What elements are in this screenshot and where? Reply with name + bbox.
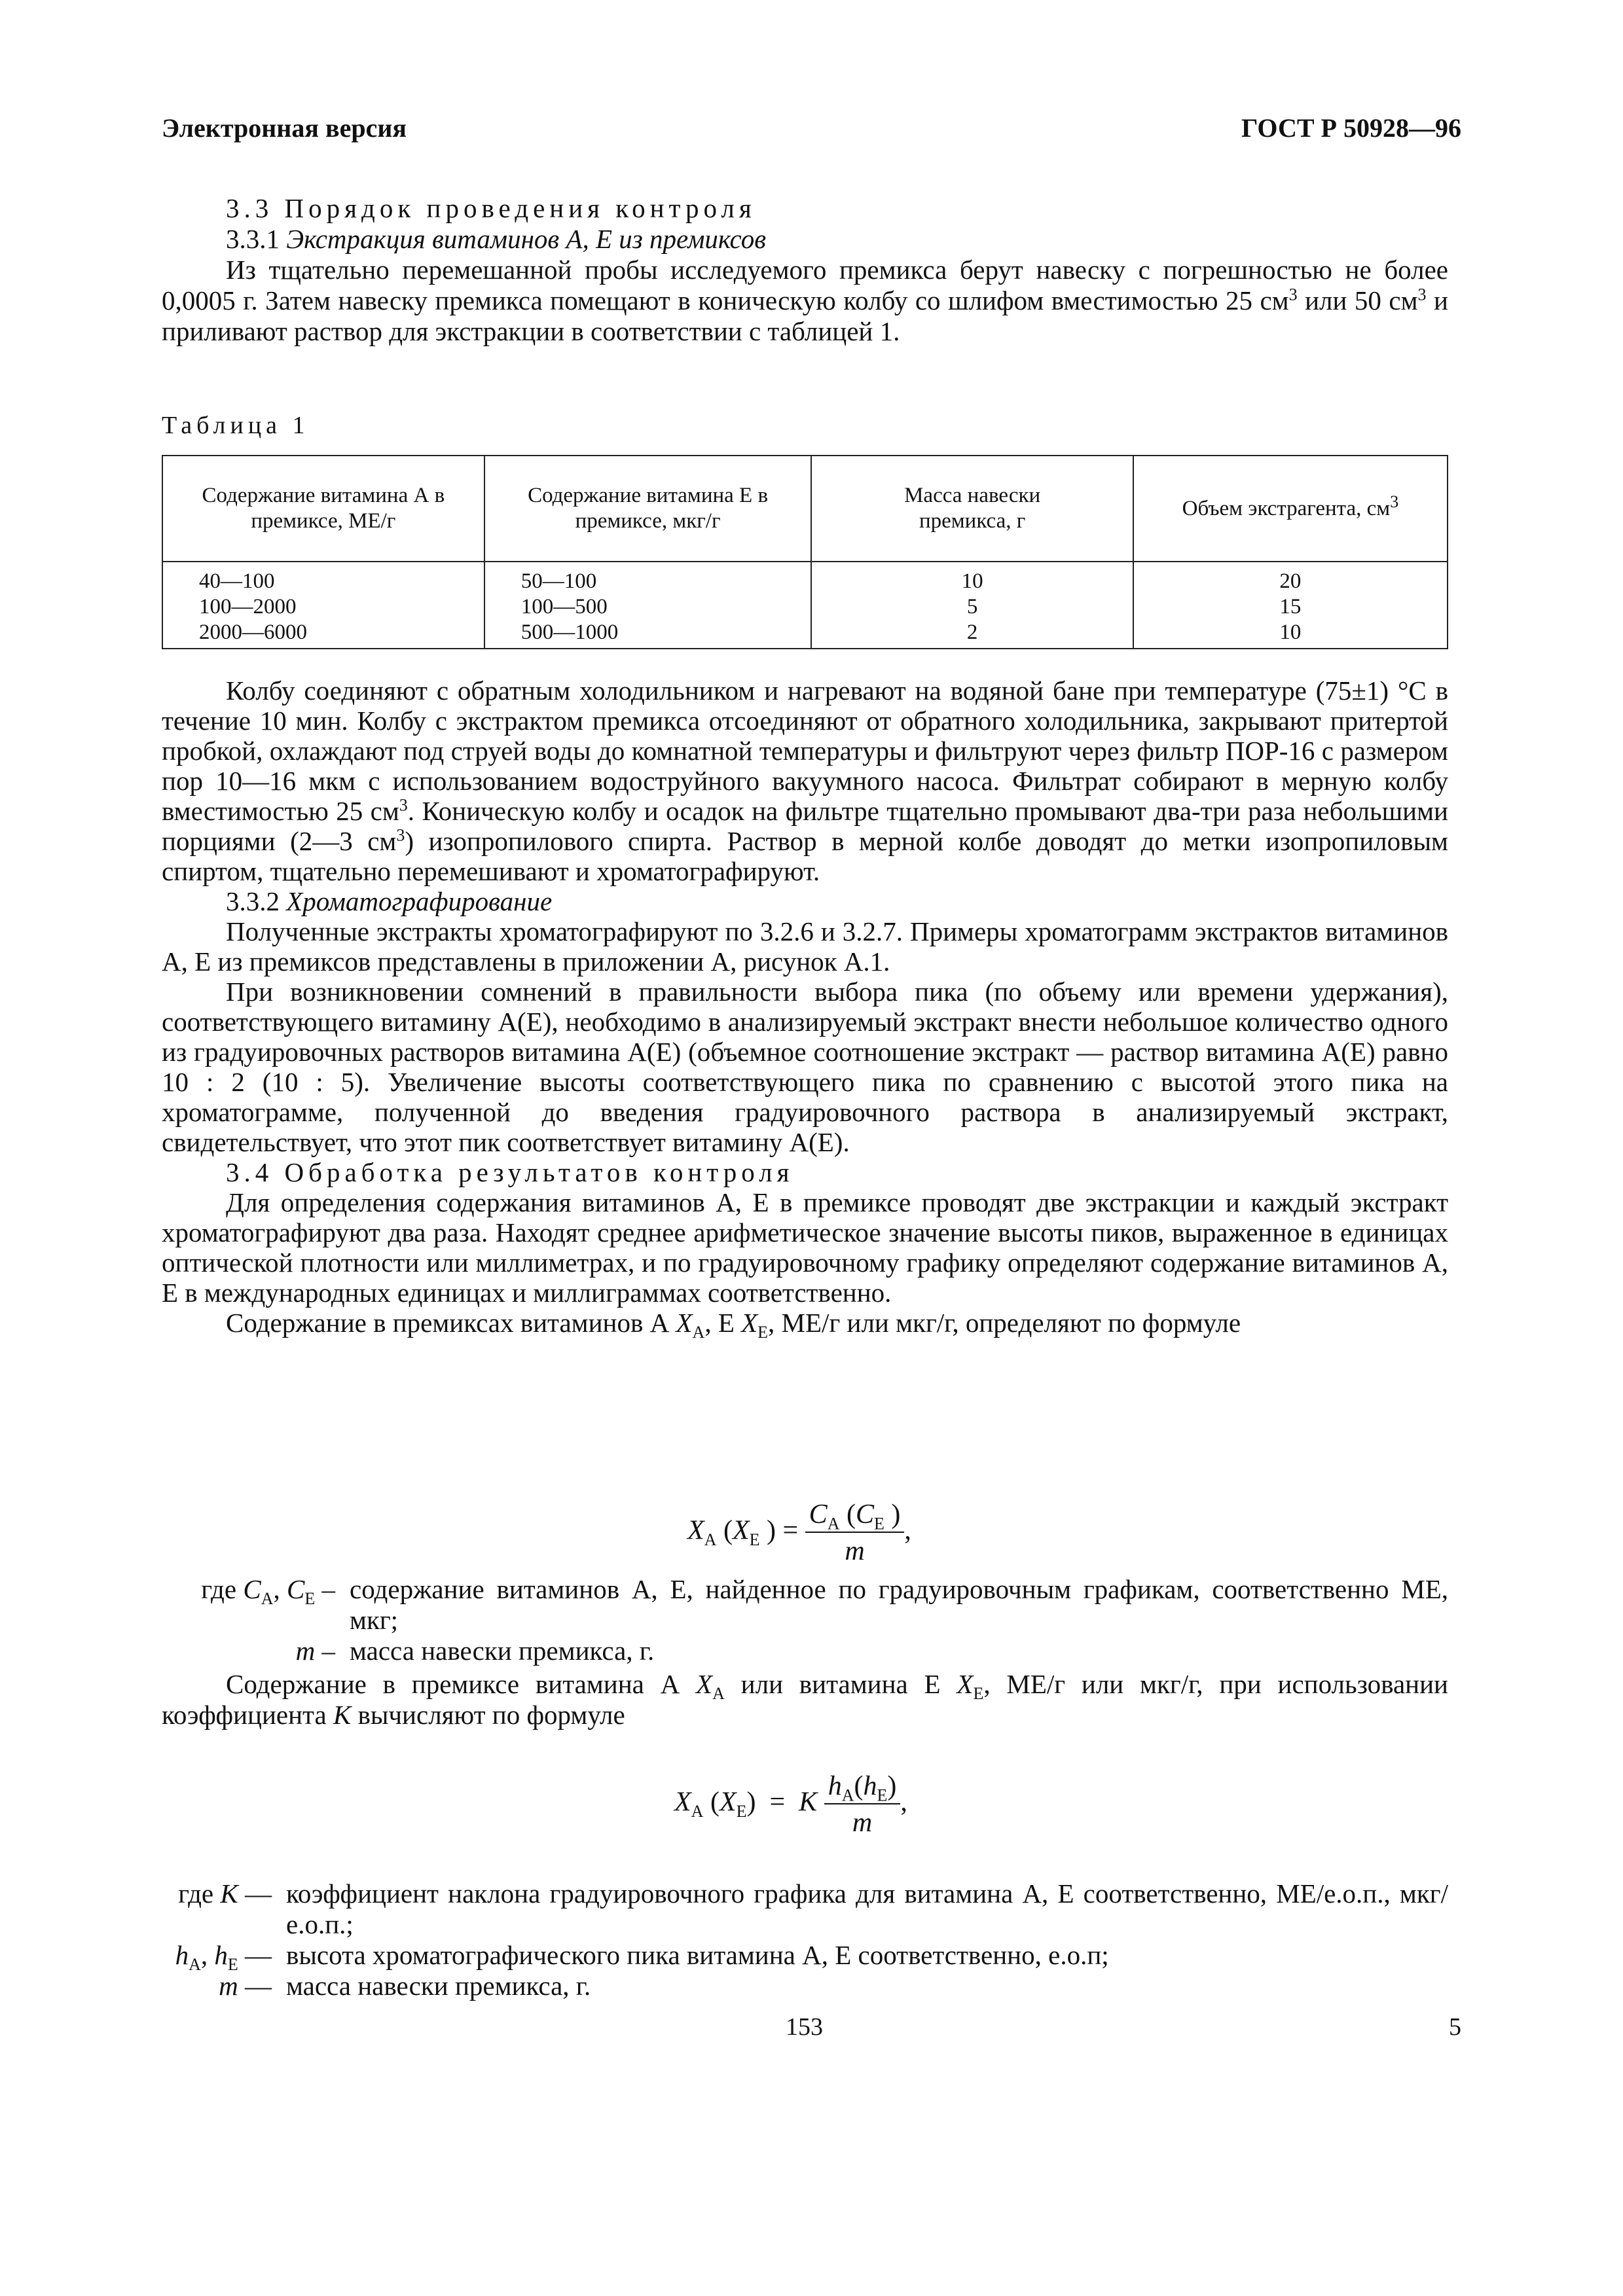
- formula-var-x: X: [674, 1787, 691, 1818]
- text: , Е: [704, 1308, 742, 1338]
- paragraph-chromatography: Полученные экстракты хроматографируют по 3.2.6 и 3.2.7. Примеры хроматограмм экстрактов витаминов А, Е из премиксов представлены в приложении А, рисунок А.1.: [162, 916, 1448, 977]
- formula-var-x: X: [732, 1515, 750, 1546]
- definition-row: [151, 1878, 1448, 1940]
- definition-key: [151, 1878, 272, 1940]
- paragraph-reflux-text-3: ) изопропилового спирта. Раствор в мерной колбе доводят до метки изопропиловым спиртом, тщательно перемешивают и хроматографируют.: [162, 826, 1448, 886]
- text: ,: [273, 1574, 287, 1604]
- cell-value: 100—500: [520, 595, 608, 619]
- var-m: m: [295, 1636, 316, 1666]
- formula-text: (: [839, 1499, 856, 1530]
- paragraph-weighing-text-2: или 50 см: [1297, 285, 1418, 315]
- subscript: E: [749, 1530, 760, 1550]
- cell-value: 100—2000: [199, 595, 297, 619]
- formula-denominator: m: [852, 1808, 873, 1838]
- subscript: E: [877, 1785, 888, 1805]
- table-header-cell: [162, 456, 484, 562]
- subscript: E: [736, 1802, 747, 1821]
- paragraph-peak-doubt: При возникновении сомнений в правильности выбора пика (по объему или времени удержания), соответствующего витамину А(Е), необходимо в анализируемый экстракт внести небольшое количество одного из градуировочных растворов витамина А(Е) (объемное соотношение экстракт — раствор витамина А(Е) равно 10 : 2 (10 : 5). Увеличение высоты соответствующего пика по сравнению с высотой этого пика на хроматограмме, полученной до введения градуировочного раствора в анализируемый экстракт, свидетельствует, что этот пик соответствует витамину А(Е).: [162, 977, 1448, 1157]
- text: где: [178, 1878, 221, 1909]
- var-x: X: [696, 1669, 713, 1699]
- subscript: A: [827, 1514, 840, 1534]
- main-text: [162, 675, 1448, 1342]
- var-x: X: [676, 1308, 693, 1338]
- subsection-3-3-1-number: 3.3.1: [226, 224, 280, 254]
- table-header-cell: [1133, 456, 1448, 562]
- table-header-cell: [811, 456, 1133, 562]
- section-3-3-title: 3.3 Порядок проведения контроля: [226, 193, 756, 223]
- formula-denominator: m: [845, 1536, 865, 1566]
- cell-value: 20: [1279, 569, 1302, 593]
- var-k: K: [220, 1878, 238, 1909]
- cell-value: 15: [1279, 595, 1302, 619]
- subscript: E: [227, 1955, 238, 1975]
- text: –: [315, 1574, 335, 1604]
- definition-key: [162, 1574, 335, 1636]
- formula-fraction: [824, 1770, 901, 1839]
- formula-2: [674, 1770, 907, 1839]
- definition-key: [151, 1971, 272, 2001]
- table-header-cell: [484, 456, 812, 562]
- formula-var-h: h: [828, 1771, 842, 1801]
- subsection-3-3-2-title: Хроматографирование: [286, 886, 553, 916]
- formula-text: ): [887, 1771, 897, 1801]
- header-standard-number: ГОСТ Р 50928—96: [1241, 113, 1461, 143]
- definition-value: масса навески премикса, г.: [350, 1636, 655, 1666]
- definition-key: [162, 1636, 335, 1666]
- text: —: [238, 1971, 272, 2001]
- subsection-3-3-2-heading: [162, 886, 1448, 916]
- formula-var-c: C: [855, 1499, 874, 1530]
- subscript: E: [873, 1514, 884, 1534]
- text: Содержание в премиксе витамина А: [226, 1669, 697, 1699]
- var-h: h: [175, 1940, 189, 1970]
- table-cell-volume: [1133, 562, 1448, 649]
- var-m: m: [219, 1971, 238, 2001]
- text: –: [315, 1636, 335, 1666]
- text: , МЕ/г или мкг/г, при использовании коэффициента: [162, 1669, 1448, 1730]
- header-vitamin-a: Содержание витамина А в премиксе, МЕ/г: [202, 484, 445, 533]
- subsection-3-3-2-number: 3.3.2: [226, 886, 280, 916]
- formula-text: ): [884, 1499, 901, 1530]
- table-cell-vitamin-a: [162, 562, 484, 649]
- formula-text: (: [716, 1515, 733, 1546]
- text: ,: [200, 1940, 215, 1970]
- formula-numerator: [824, 1770, 901, 1804]
- definitions-1: [162, 1574, 1448, 1666]
- subscript: A: [841, 1785, 854, 1805]
- paragraph-formula-intro: [162, 1308, 1448, 1342]
- subscript: A: [704, 1530, 717, 1550]
- cell-value: 5: [966, 595, 978, 619]
- formula-text: ) =: [759, 1515, 799, 1546]
- definitions-2: [151, 1878, 1448, 2001]
- page-number-center: 153: [786, 2013, 823, 2041]
- section-3-4-title: 3.4 Обработка результатов контроля: [226, 1157, 794, 1187]
- subscript: A: [692, 1323, 705, 1342]
- subscript: A: [189, 1955, 201, 1975]
- var-x: X: [741, 1308, 758, 1338]
- definition-row: [162, 1574, 1448, 1636]
- subscript: E: [757, 1323, 769, 1342]
- text: где: [201, 1574, 244, 1604]
- formula-text: ,: [900, 1787, 907, 1818]
- superscript: 3: [1288, 285, 1298, 304]
- paragraph-weighing-text-1: Из тщательно перемешанной пробы исследуемого премикса берут навеску с погрешностью не более 0,0005 г. Затем навеску премикса помещают в коническую колбу со шлифом вместимостью 25 см: [162, 255, 1448, 315]
- header-sample-mass: Масса навески премикса, г: [904, 484, 1041, 533]
- paragraph-weighing: [162, 255, 1448, 347]
- subscript: A: [691, 1802, 704, 1821]
- paragraph-weighing-text-3: и приливают раствор для экстракции в соответствии с таблицей 1.: [162, 285, 1448, 346]
- table-1-caption: Таблица 1: [162, 412, 310, 439]
- header-electronic-version: Электронная версия: [162, 113, 407, 143]
- definition-value: высота хроматографического пика витамина А, Е соответственно, е.о.п;: [286, 1940, 1109, 1970]
- formula-var-x: X: [719, 1787, 737, 1818]
- text: Содержание в премиксах витаминов А: [226, 1308, 676, 1338]
- table-header-row: [162, 456, 1448, 562]
- formula-1: [687, 1499, 911, 1567]
- section-3-3: [162, 193, 1448, 347]
- definition-row: [151, 1971, 1448, 2001]
- table-cell-vitamin-e: [484, 562, 812, 649]
- text: —: [238, 1878, 272, 1909]
- text: вычисляют по формуле: [351, 1700, 625, 1730]
- table-row: [162, 562, 1448, 649]
- paragraph-coefficient-text: [162, 1669, 1448, 1731]
- text: —: [238, 1940, 272, 1970]
- definition-value: содержание витаминов А, Е, найденное по градуировочным графикам, соответственно МЕ, мкг;: [350, 1574, 1448, 1635]
- definition-row: [151, 1940, 1448, 1975]
- paragraph-processing: Для определения содержания витаминов А, Е в премиксе проводят две экстракции и каждый экстракт хроматографируют два раза. Находят среднее арифметическое значение высоты пиков, выраженное в единицах оптической плотности или миллиметрах, и по градуировочному графику определяют содержание витаминов А, Е в международных единицах и миллиграммах соответственно.: [162, 1187, 1448, 1308]
- subscript: A: [261, 1589, 274, 1609]
- table-1: [162, 455, 1448, 649]
- subsection-3-3-1-title: Экстракция витаминов А, Е из премиксов: [286, 224, 766, 254]
- cell-value: 2000—6000: [199, 620, 307, 644]
- definition-row: [162, 1636, 1448, 1666]
- definition-value: коэффициент наклона градуировочного графика для витамина А, Е соответственно, МЕ/е.о.п., мкг/е.о.п.;: [286, 1878, 1448, 1939]
- formula-numerator: [805, 1499, 905, 1533]
- definition-value: масса навески премикса, г.: [286, 1971, 591, 2001]
- var-h: h: [214, 1940, 228, 1970]
- cell-value: 500—1000: [520, 620, 619, 644]
- formula-text: ) =: [746, 1787, 799, 1818]
- text: или витамина Е: [724, 1669, 957, 1699]
- formula-fraction: [805, 1499, 905, 1567]
- table-cell-mass: [811, 562, 1133, 649]
- subscript: E: [973, 1684, 984, 1704]
- formula-var-x: X: [687, 1515, 704, 1546]
- formula-text: (: [703, 1787, 720, 1818]
- superscript: 3: [1390, 492, 1399, 511]
- header-extractant-volume: Объем экстрагента, см: [1182, 496, 1391, 520]
- superscript: 3: [399, 795, 408, 815]
- var-x: X: [957, 1669, 974, 1699]
- var-k: K: [333, 1700, 352, 1730]
- cell-value: 10: [961, 569, 983, 593]
- formula-text: ,: [904, 1515, 911, 1546]
- formula-var-c: C: [809, 1499, 828, 1530]
- paragraph-reflux: [162, 675, 1448, 886]
- subsection-3-3-1-heading: [162, 224, 1448, 255]
- text: , МЕ/г или мкг/г, определяют по формуле: [768, 1308, 1241, 1338]
- page-number-right: 5: [1449, 2013, 1461, 2041]
- var-c: C: [243, 1574, 261, 1604]
- formula-text: (: [854, 1771, 864, 1801]
- cell-value: 50—100: [520, 569, 597, 593]
- subscript: E: [304, 1589, 316, 1609]
- cell-value: 40—100: [199, 569, 275, 593]
- paragraph-coefficient: [162, 1669, 1448, 1731]
- formula-var-h: h: [863, 1771, 877, 1801]
- paragraph-reflux-text-2: . Коническую колбу и осадок на фильтре тщательно промывают два-три раза небольшими порциями (2—3 см: [162, 796, 1448, 856]
- paragraph-reflux-text-1: Колбу соединяют с обратным холодильником и нагревают на водяной бане при температуре (75±1) °С в течение 10 мин. Колбу с экстрактом премикса отсоединяют от обратного холодильника, закрывают притертой пробкой, охлаждают под струей воды до комнатной температуры и фильтруют через фильтр ПОР-16 с размером пор 10—16 мкм с использованием водоструйного вакуумного насоса. Фильтрат собирают в мерную колбу вместимостью 25 см: [162, 675, 1448, 826]
- superscript: 3: [1417, 285, 1427, 304]
- var-c: C: [287, 1574, 305, 1604]
- cell-value: 10: [1279, 620, 1302, 644]
- header-vitamin-e: Содержание витамина Е в премиксе, мкг/г: [528, 484, 769, 533]
- definition-key: [151, 1940, 272, 1975]
- superscript: 3: [396, 825, 405, 845]
- formula-var-k: K: [799, 1787, 818, 1818]
- cell-value: 2: [966, 620, 978, 644]
- subscript: A: [712, 1684, 725, 1704]
